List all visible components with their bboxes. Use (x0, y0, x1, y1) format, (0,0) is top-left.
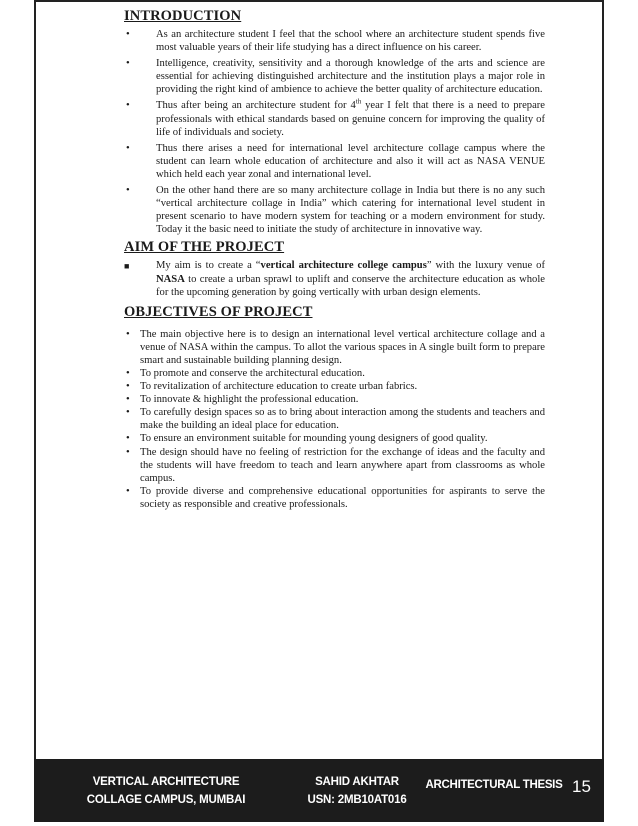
footer-thesis-label: ARCHITECTURAL THESIS (425, 779, 563, 791)
footer-project-title: VERTICAL ARCHITECTURE COLLAGE CAMPUS, MUMBAI (86, 776, 246, 806)
page-footer (34, 759, 604, 822)
list-item: • To ensure an environment suitable for mounding young designers of good quality. (126, 433, 488, 445)
bullet-icon: • (126, 485, 130, 497)
bullet-icon: • (126, 407, 130, 419)
introduction-heading: INTRODUCTION (124, 8, 242, 24)
document-body (124, 8, 545, 511)
objectives-heading: OBJECTIVES OF PROJECT (124, 303, 313, 320)
bullet-icon: • (126, 328, 130, 340)
aim-list (124, 259, 545, 298)
introduction-list (124, 28, 545, 236)
list-item: • To innovate & highlight the professional education. (126, 394, 359, 406)
footer-author: SAHID AKHTAR USN: 2MB10AT016 (307, 776, 407, 806)
bullet-icon: • (126, 100, 130, 112)
bullet-icon: • (126, 381, 130, 393)
list-item: • To provide diverse and comprehensive educational opportunities for aspirants to serve the society as responsible and creative professionals. (126, 485, 545, 510)
bullet-icon: • (126, 58, 130, 70)
bullet-icon: • (126, 29, 130, 40)
bullet-icon: • (126, 367, 130, 379)
bullet-icon: • (126, 446, 130, 458)
list-item: • The main objective here is to design an international level vertical architecture collage and a venue of NASA within the campus. To allot the various spaces in A single built form to prepare smart and sustainable building planning design. (126, 328, 545, 366)
list-item: • Thus there arises a need for international level architecture collage campus where the student can learn whole education of architecture and also it will act as NASA VENUE which held each year zonal and international level. (126, 142, 545, 180)
page-number: 15 (572, 777, 591, 796)
bullet-icon: • (126, 433, 130, 445)
list-item: • To carefully design spaces so as to bring about interaction among the students and teachers and make the building an ideal place for education. (126, 407, 545, 432)
objectives-list (124, 328, 545, 511)
list-item: • To promote and conserve the architectural education. (126, 367, 365, 379)
list-item: • Thus after being an architecture student for 4th year I felt that there is a need to prepare professionals with ethical standards based on genuine concern for improving the quality of life of individuals and society. (126, 97, 545, 138)
list-item: • To revitalization of architecture education to create urban fabrics. (126, 381, 418, 393)
aim-heading: AIM OF THE PROJECT (124, 239, 285, 256)
list-item: ■ My aim is to create a “vertical architecture college campus” with the luxury venue of NASA to create a urban sprawl to uplift and conserve the architecture education as whole for the upcoming generation by going vertically with urban design elements. (124, 260, 545, 298)
list-item: • Intelligence, creativity, sensitivity and a thorough knowledge of the arts and science are essential for achieving distinguished architecture and the institution plays a major role in providing the right kind of ambience to achieve the better quality of architecture education. (126, 58, 545, 96)
bullet-icon: • (126, 185, 130, 197)
list-item: • The design should have no feeling of restriction for the exchange of ideas and the faculty and the students will have freedom to teach and learn anywhere apart from classrooms as whole campus. (126, 446, 545, 484)
bullet-icon: • (126, 142, 130, 154)
square-bullet-icon: ■ (124, 261, 130, 272)
list-item: • On the other hand there are so many architecture collage in India but there is no any such “vertical architecture collage in India” which catering for international level student in present scenario to have modern system for teaching or a modern environment for study. Today it the basic need to initiate the study of architecture in innovative way. (126, 185, 545, 236)
list-item: • As an architecture student I feel that the school where an architecture student spends five most valuable years of their life studying has a direct influence on his career. (126, 29, 545, 54)
bullet-icon: • (126, 394, 130, 406)
